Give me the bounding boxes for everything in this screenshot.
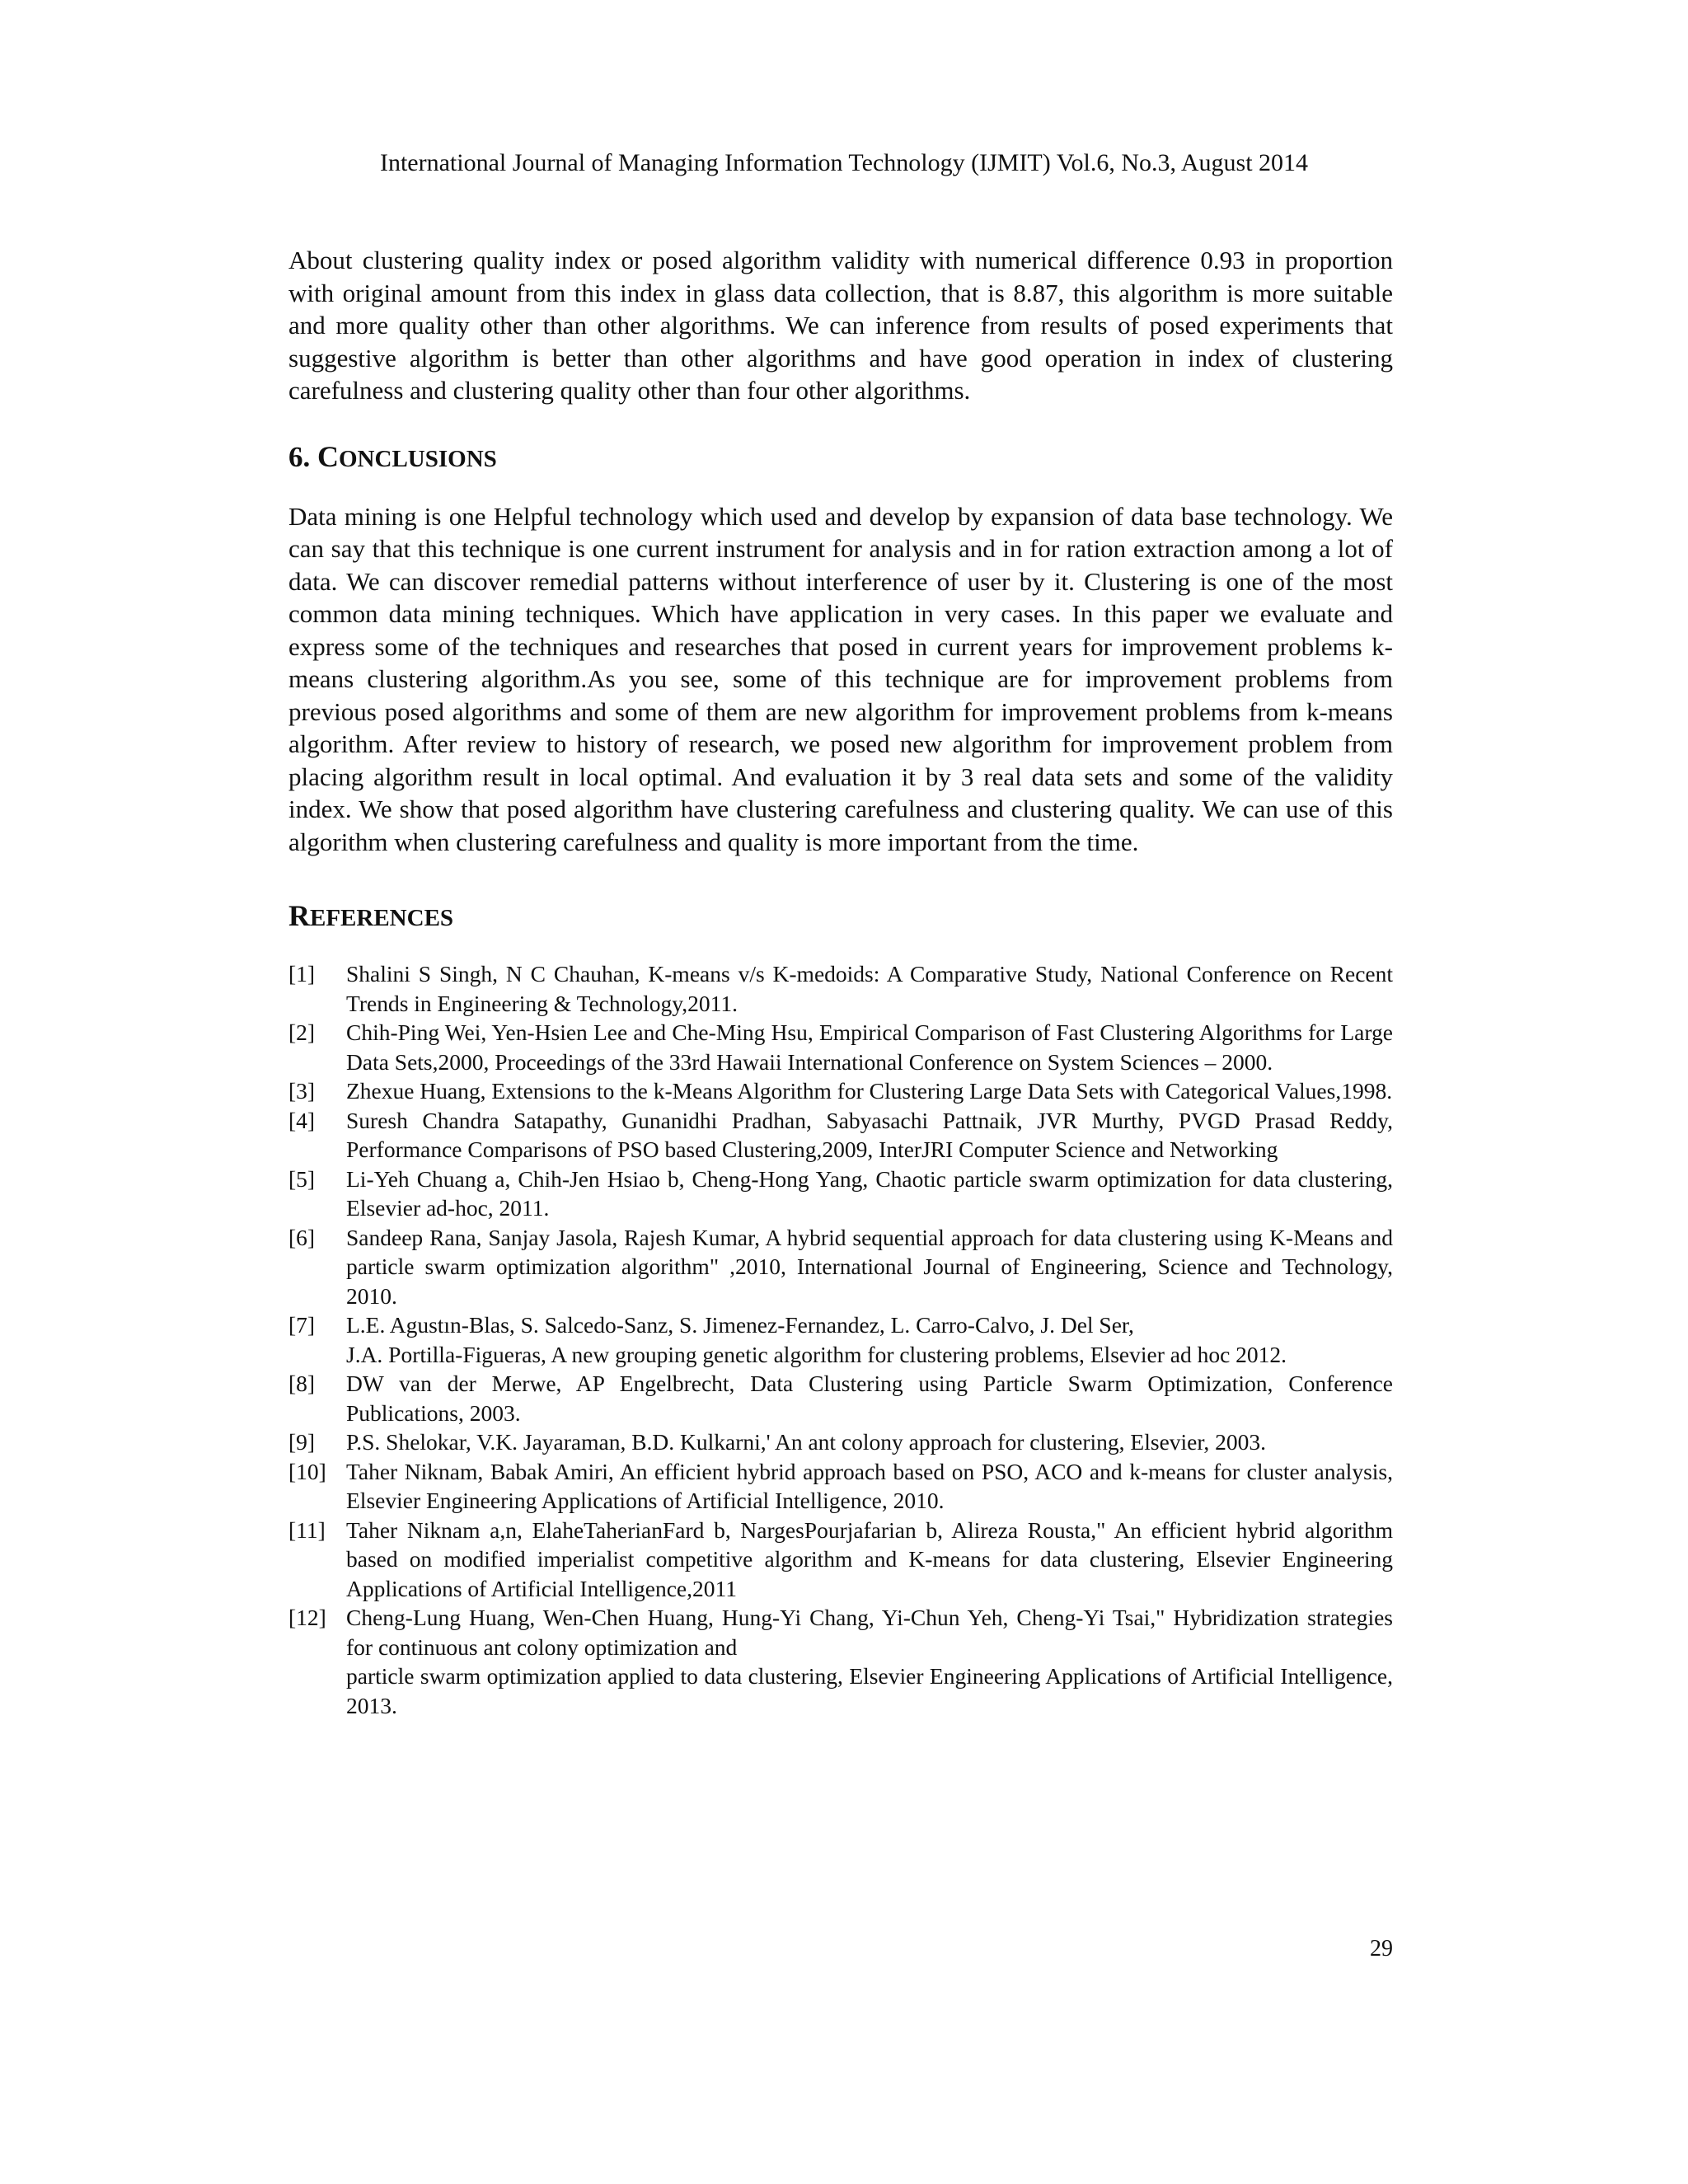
reference-item [288,1603,1393,1720]
references-initial: R [288,899,310,932]
reference-text-line: Cheng-Lung Huang, Wen-Chen Huang, Hung-Yi Chang, Yi-Chun Yeh, Cheng-Yi Tsai," Hybridization strategies for continuous ant colony optimization and [346,1605,1393,1660]
conclusions-paragraph: Data mining is one Helpful technology which used and develop by expansion of data base technology. We can say that this technique is one current instrument for analysis and in for ration extraction among a lot of data. We can discover remedial patterns without interference of user by it. Clustering is one of the most common data mining techniques. Which have application in very cases. In this paper we evaluate and express some of the techniques and researches that posed in current years for improvement problems k-means clustering algorithm.As you see, some of this technique are for improvement problems from previous posed algorithms and some of them are new algorithm for improvement problems from k-means algorithm. After review to history of research, we posed new algorithm for improvement problem from placing algorithm result in local optimal. And evaluation it by 3 real data sets and some of the validity index. We show that posed algorithm have clustering carefulness and clustering quality. We can use of this algorithm when clustering carefulness and quality is more important from the time. [288,501,1393,856]
reference-text: Sandeep Rana, Sanjay Jasola, Rajesh Kumar, A hybrid sequential approach for data clustering using K-Means and particle swarm optimization algorithm" ,2010, International Journal of Engineering, Science and Technology, 2010. [346,1224,1393,1309]
reference-text-line: L.E. Agustın-Blas, S. Salcedo-Sanz, S. Jimenez-Fernandez, L. Carro-Calvo, J. Del Ser, [346,1312,1134,1338]
references-heading [288,898,1393,936]
page-content [288,244,1393,1720]
reference-text: Suresh Chandra Satapathy, Gunanidhi Pradhan, Sabyasachi Pattnaik, JVR Murthy, PVGD Prasad Reddy, Performance Comparisons of PSO based Clustering,2009, InterJRI Computer Science and Networking [346,1107,1393,1162]
reference-text: Li-Yeh Chuang a, Chih-Jen Hsiao b, Cheng-Hong Yang, Chaotic particle swarm optimization for data clustering, Elsevier ad-hoc, 2011. [346,1165,1393,1221]
conclusions-number: 6. [288,440,317,473]
reference-number: [3] [288,1078,316,1104]
reference-item [288,1369,1393,1427]
reference-text: Taher Niknam a,n, ElaheTaherianFard b, NargesPourjafarian b, Alireza Rousta," An efficient hybrid algorithm based on modified imperialist competitive algorithm and K-means for data clustering, Elsevier Engineering Applications of Artificial Intelligence,2011 [346,1516,1393,1601]
reference-item [288,1223,1393,1311]
references-rest: EFERENCES [310,905,454,931]
reference-number: [5] [288,1165,316,1192]
reference-text-line: particle swarm optimization applied to data clustering, Elsevier Engineering Applications of Artificial Intelligence, 2013. [346,1663,1393,1718]
reference-number: [1] [288,961,316,987]
reference-number: [9] [288,1429,316,1455]
conclusions-heading [288,438,1393,477]
reference-item [288,959,1393,1018]
reference-text: Zhexue Huang, Extensions to the k-Means Algorithm for Clustering Large Data Sets with Categorical Values,1998. [346,1078,1393,1104]
journal-header: International Journal of Managing Information Technology (IJMIT) Vol.6, No.3, August 2014 [379,149,1309,176]
reference-number: [2] [288,1019,316,1045]
reference-text: Chih-Ping Wei, Yen-Hsien Lee and Che-Ming Hsu, Empirical Comparison of Fast Clustering Algorithms for Large Data Sets,2000, Proceedings of the 33rd Hawaii International Conference on System Sciences – 2000. [346,1019,1393,1075]
reference-item [288,1516,1393,1604]
reference-item [288,1165,1393,1223]
reference-text [346,1310,1393,1369]
reference-item [288,1018,1393,1076]
page-number: 29 [1370,1936,1393,1961]
reference-text: DW van der Merwe, AP Engelbrecht, Data Clustering using Particle Swarm Optimization, Conference Publications, 2003. [346,1371,1393,1426]
reference-number: [10] [288,1458,326,1484]
reference-number: [8] [288,1371,316,1396]
reference-number: [11] [288,1516,326,1543]
reference-item [288,1106,1393,1165]
conclusions-rest: ONCLUSIONS [339,445,497,472]
reference-item [288,1427,1393,1457]
reference-text-line: J.A. Portilla-Figueras, A new grouping genetic algorithm for clustering problems, Elsevier ad hoc 2012. [346,1341,1287,1367]
reference-text: Taher Niknam, Babak Amiri, An efficient hybrid approach based on PSO, ACO and k-means for cluster analysis, Elsevier Engineering Applications of Artificial Intelligence, 2010. [346,1458,1393,1513]
reference-number: [7] [288,1312,316,1338]
reference-text: Shalini S Singh, N C Chauhan, K-means v/s K-medoids: A Comparative Study, National Conference on Recent Trends in Engineering & Technology,2011. [346,961,1393,1016]
intro-paragraph: About clustering quality index or posed algorithm validity with numerical difference 0.93 in proportion with original amount from this index in glass data collection, that is 8.87, this algorithm is more suitable and more quality other than other algorithms. We can inference from results of posed experiments that suggestive algorithm is better than other algorithms and have good operation in index of clustering carefulness and clustering quality other than four other algorithms. [288,246,1393,405]
reference-list [288,959,1393,1720]
reference-text: P.S. Shelokar, V.K. Jayaraman, B.D. Kulkarni,' An ant colony approach for clustering, Elsevier, 2003. [346,1429,1267,1455]
conclusions-initial: C [317,439,339,473]
reference-number: [4] [288,1107,316,1133]
reference-number: [6] [288,1224,316,1250]
reference-item [288,1310,1393,1369]
reference-item [288,1076,1393,1106]
reference-number: [12] [288,1605,326,1630]
reference-item [288,1457,1393,1516]
reference-text [346,1603,1393,1720]
